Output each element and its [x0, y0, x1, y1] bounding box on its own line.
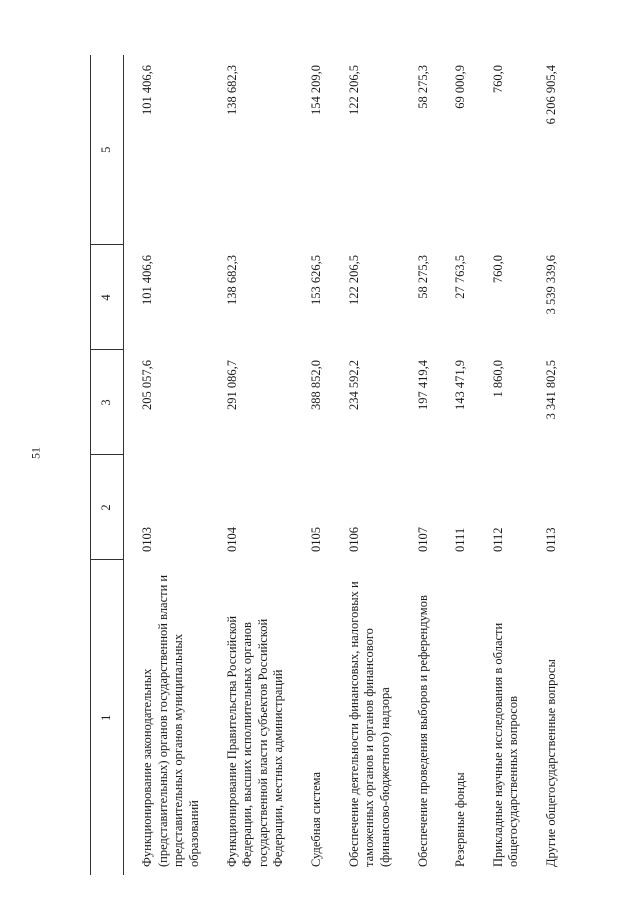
row-name: Обеспечение деятельности финансовых, налоговых и таможенных органов и органов финансового (финансово-бюджетного) надзора — [346, 581, 392, 867]
table-row — [437, 55, 475, 875]
table-row — [528, 55, 566, 875]
row-value-col3: 234 592,2 — [346, 360, 361, 410]
row-value-col4: 101 406,6 — [140, 255, 154, 305]
row-code: 0112 — [490, 527, 505, 552]
table-row — [400, 55, 438, 875]
table-row — [293, 55, 331, 875]
row-value-col5: 138 682,3 — [224, 65, 239, 115]
budget-table-container — [90, 55, 620, 875]
row-value-col4: 153 626,5 — [309, 255, 323, 305]
row-name: Обеспечение проведения выборов и референдумов — [415, 595, 430, 867]
table-header-row — [91, 55, 124, 875]
row-value-col4: 122 206,5 — [346, 255, 361, 305]
row-code: 0103 — [140, 527, 154, 552]
table-row — [475, 55, 528, 875]
row-name: Функционирование Правительства Российской Федерации, высших исполнительных органов государственной власти субъектов Российской Федерации, местных администраций — [224, 615, 286, 867]
row-code: 0105 — [309, 527, 323, 552]
row-name: Судебная система — [309, 771, 323, 867]
column-header: 1 — [91, 560, 124, 875]
row-name: Функционирование законодательных (представительных) органов государственной власти и представительных органов муниципальных образований — [140, 574, 201, 867]
row-name: Другие общегосударственные вопросы — [544, 659, 558, 867]
table-row — [209, 55, 294, 875]
row-value-col4: 3 539 339,6 — [544, 255, 558, 315]
row-code: 0107 — [415, 527, 430, 552]
column-header: 4 — [91, 245, 124, 350]
row-value-col5: 69 000,9 — [453, 65, 468, 109]
row-value-col3: 291 086,7 — [224, 360, 239, 410]
column-header: 5 — [91, 55, 124, 245]
row-value-col4: 58 275,3 — [415, 255, 430, 299]
row-value-col3: 143 471,9 — [453, 360, 468, 410]
row-value-col3: 1 860,0 — [490, 360, 505, 398]
table-row — [331, 55, 400, 875]
row-value-col5: 101 406,6 — [140, 65, 154, 115]
row-value-col5: 58 275,3 — [415, 65, 430, 109]
row-value-col3: 205 057,6 — [140, 360, 154, 410]
row-value-col3: 388 852,0 — [309, 360, 323, 410]
row-value-col4: 27 763,5 — [453, 255, 468, 299]
row-value-col5: 6 206 905,4 — [544, 65, 558, 125]
budget-table — [90, 55, 566, 875]
row-code: 0104 — [224, 527, 239, 552]
row-value-col5: 122 206,5 — [346, 65, 361, 115]
row-value-col3: 197 419,4 — [415, 360, 430, 410]
page-number: 51 — [28, 447, 43, 459]
row-value-col3: 3 341 802,5 — [544, 360, 558, 420]
row-value-col4: 760,0 — [490, 255, 505, 284]
row-name: Прикладные научные исследования в области общегосударственных вопросов — [490, 622, 521, 867]
row-value-col4: 138 682,3 — [224, 255, 239, 305]
row-value-col5: 154 209,0 — [309, 65, 323, 115]
row-value-col5: 760,0 — [490, 65, 505, 94]
row-code: 0111 — [453, 527, 468, 552]
row-code: 0106 — [346, 527, 361, 552]
table-row — [124, 55, 209, 875]
row-name: Резервные фонды — [453, 772, 468, 867]
row-code: 0113 — [544, 527, 558, 552]
column-header: 2 — [91, 455, 124, 560]
column-header: 3 — [91, 350, 124, 455]
